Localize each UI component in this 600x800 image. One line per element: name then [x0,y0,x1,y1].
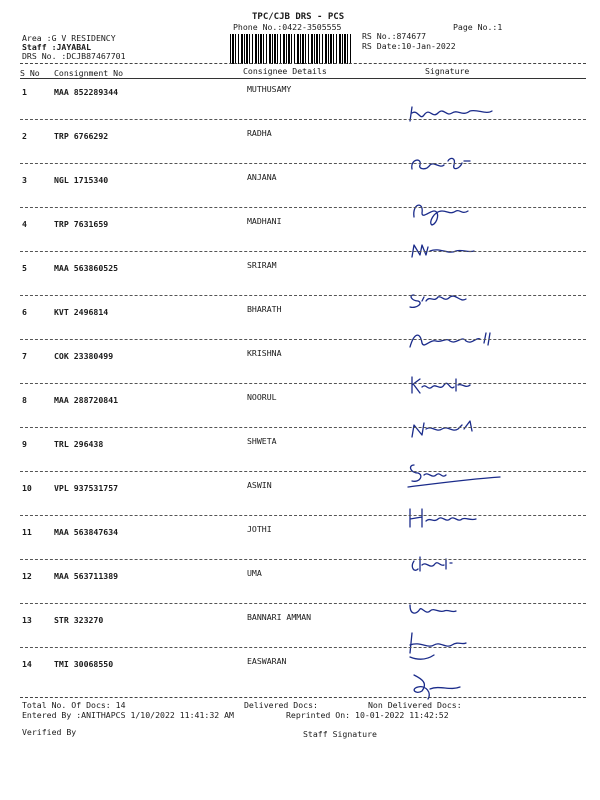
consignee-name: NOORUL [247,392,277,402]
consignment-number: MAA 563847634 [54,527,119,537]
consignment-number: TRL 296438 [54,439,104,449]
delivered-docs: Delivered Docs: [244,700,318,710]
row-divider [20,603,586,604]
table-row [0,392,600,439]
consignee-name: ASWIN [247,480,272,490]
consignee-name: JOTHI [247,524,272,534]
table-row [0,128,600,175]
consignee-name: MADHANI [247,216,282,226]
column-sno: S No [20,68,40,78]
row-divider [20,339,586,340]
table-row [0,304,600,351]
table-row [0,216,600,263]
row-divider [20,119,586,120]
consignee-name: MUTHUSAMY [247,84,292,94]
row-divider [20,515,586,516]
area-label: Area :G V RESIDENCY [22,33,116,43]
consignment-number: TMI 30068550 [54,659,114,669]
signature-stroke [410,333,490,347]
consignment-number: KVT 2496814 [54,307,109,317]
row-sno: 7 [22,351,27,361]
consignee-name: UMA [247,568,262,578]
row-sno: 11 [22,527,32,537]
columns-divider [20,78,586,79]
table-row [0,568,600,615]
row-sno: 3 [22,175,27,185]
row-divider [20,163,586,164]
consignment-number: TRP 7631659 [54,219,109,229]
reprinted-on: Reprinted On: 10-01-2022 11:42:52 [286,710,449,720]
row-sno: 2 [22,131,27,141]
table-row [0,260,600,307]
row-divider [20,251,586,252]
column-consignment: Consignment No [54,68,124,78]
table-row [0,172,600,219]
consignment-number: NGL 1715340 [54,175,109,185]
consignee-name: SHWETA [247,436,277,446]
consignee-name: ANJANA [247,172,277,182]
row-divider [20,383,586,384]
non-delivered-docs: Non Delivered Docs: [368,700,462,710]
row-divider [20,295,586,296]
row-sno: 5 [22,263,27,273]
consignment-number: MAA 288720841 [54,395,119,405]
signature-stroke [414,675,460,699]
footer-divider [20,697,586,698]
consignee-name: KRISHNA [247,348,282,358]
header-divider [20,63,586,64]
row-sno: 14 [22,659,32,669]
table-row [0,612,600,659]
phone-number: Phone No.:0422-3505555 [233,22,342,32]
row-divider [20,647,586,648]
total-docs: Total No. Of Docs: 14 [22,700,126,710]
row-divider [20,471,586,472]
signature-image [400,665,510,705]
rs-date: RS Date:10-Jan-2022 [362,41,456,51]
row-sno: 4 [22,219,27,229]
row-sno: 10 [22,483,32,493]
table-row [0,480,600,527]
staff-signature: Staff Signature [303,729,377,739]
table-row [0,348,600,395]
row-sno: 6 [22,307,27,317]
table-row [0,436,600,483]
signature-stroke [412,421,472,437]
table-row [0,524,600,571]
consignee-name: SRIRAM [247,260,277,270]
signature-image [400,623,510,663]
entered-by: Entered By :ANITHAPCS 1/10/2022 11:41:32 AM [22,710,234,720]
row-sno: 1 [22,87,27,97]
consignee-name: BHARATH [247,304,282,314]
column-consignee: Consignee Details [243,66,327,76]
consignment-number: MAA 563860525 [54,263,119,273]
page-number: Page No.:1 [453,22,503,32]
row-sno: 8 [22,395,27,405]
row-sno: 9 [22,439,27,449]
consignment-number: COK 23380499 [54,351,114,361]
signature-stroke [412,377,470,393]
row-divider [20,207,586,208]
row-divider [20,559,586,560]
barcode [230,34,352,64]
table-row [0,84,600,131]
signature-stroke [410,295,466,307]
consignment-number: MAA 852289344 [54,87,119,97]
column-signature: Signature [425,66,470,76]
page-title: TPC/CJB DRS - PCS [252,12,345,22]
row-divider [20,427,586,428]
drs-number: DRS No. :DCJB87467701 [22,51,126,61]
verified-by: Verified By [22,727,77,737]
consignment-number: TRP 6766292 [54,131,109,141]
consignment-number: MAA 563711389 [54,571,119,581]
signature-stroke [410,605,456,613]
consignment-number: VPL 937531757 [54,483,119,493]
consignee-name: BANNARI AMMAN [247,612,312,622]
row-sno: 12 [22,571,32,581]
signature-stroke [410,509,476,527]
consignee-name: EASWARAN [247,656,287,666]
staff-label: Staff :JAYABAL [22,42,92,52]
rs-number: RS No.:874677 [362,31,427,41]
consignee-name: RADHA [247,128,272,138]
row-sno: 13 [22,615,32,625]
consignment-number: STR 323270 [54,615,104,625]
